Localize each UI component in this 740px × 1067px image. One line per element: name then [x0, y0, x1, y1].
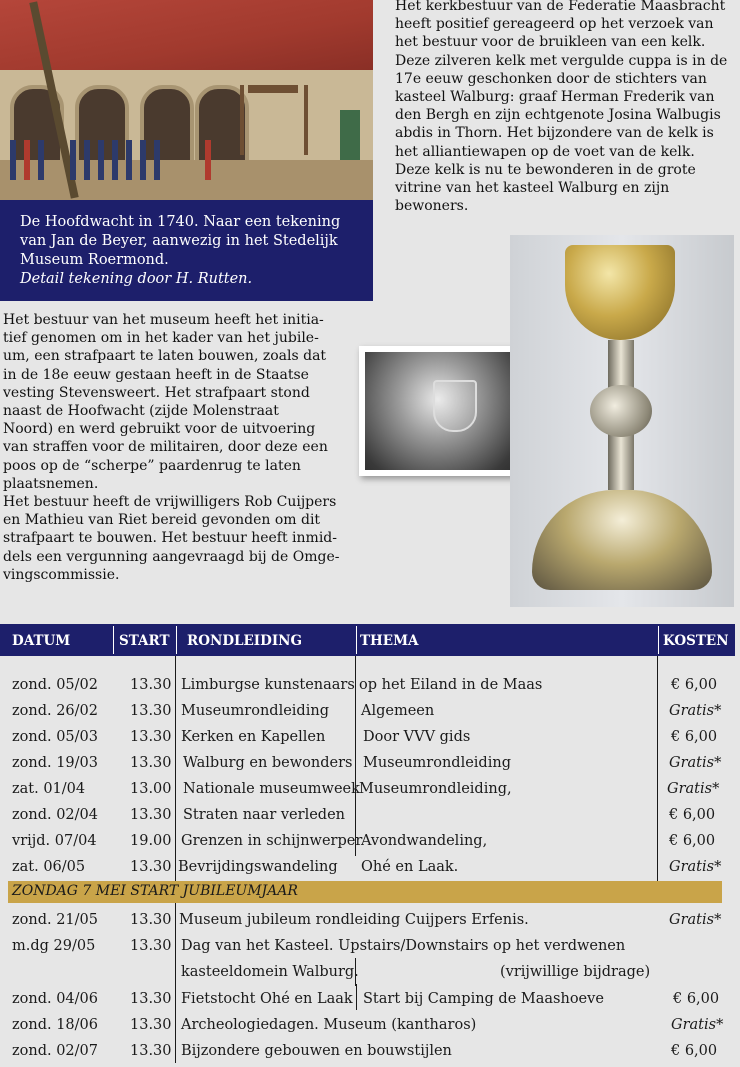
chalice-photo: [510, 235, 734, 607]
cell-kosten: Gratis*: [669, 912, 722, 928]
text-line: en Mathieu van Riet bereid gevonden om dit: [3, 512, 321, 529]
cell-start: 13.30: [130, 807, 172, 823]
painting-soldier: [112, 140, 118, 180]
text-line: Het bestuur van het museum heeft het initia-: [3, 312, 324, 328]
cell-rondleiding: Kerken en Kapellen: [181, 729, 326, 745]
chalice-knob: [590, 385, 652, 437]
painting-soldier: [205, 140, 211, 180]
text-line: Het bestuur heeft de vrijwilligers Rob Cuijpers: [3, 494, 337, 511]
text-line: 17e eeuw geschonken door de stichters van: [395, 70, 707, 87]
chalice-paragraph: [395, 0, 740, 215]
cell-thema: Avondwandeling,: [361, 833, 488, 849]
caption-line: van Jan de Beyer, aanwezig in het Stedelijk: [20, 233, 338, 249]
cell-datum: zond. 04/06: [12, 991, 98, 1007]
cell-start: 13.30: [130, 1017, 172, 1033]
cell-kosten: € 6,00: [671, 1043, 718, 1059]
text-line: Deze kelk is nu te bewonderen in de grote: [395, 161, 696, 178]
caption-line: De Hoofdwacht in 1740. Naar een tekening: [20, 214, 341, 230]
text-line: den Bergh en zijn echtgenote Josina Walbugis: [395, 107, 721, 124]
cell-rondleiding: Dag van het Kasteel. Upstairs/Downstairs op het verdwenen: [181, 938, 626, 954]
text-line: vesting Stevensweert. Het strafpaart stond: [3, 384, 310, 401]
painting-wooden-horse: [240, 85, 308, 155]
cell-datum: zat. 06/05: [12, 859, 86, 875]
header-divider: [658, 626, 659, 654]
painting-soldier: [84, 140, 90, 180]
cell-kosten: € 6,00: [671, 677, 718, 693]
cell-start: 13.30: [130, 859, 172, 875]
text-line: um, een strafpaart te laten bouwen, zoals dat: [3, 348, 327, 365]
chalice-cup: [565, 245, 675, 340]
cell-start: 13.30: [130, 703, 172, 719]
cell-kosten: € 6,00: [669, 833, 716, 849]
cell-datum: zond. 02/07: [12, 1043, 98, 1059]
cell-datum: m.dg 29/05: [12, 938, 96, 954]
text-line: heeft positief gereageerd op het verzoek van: [395, 16, 714, 33]
painting-soldier: [98, 140, 104, 180]
painting-soldier: [70, 140, 76, 180]
header-divider: [356, 626, 357, 654]
cell-thema: op het Eiland in de Maas: [359, 677, 543, 693]
painting-arch: [140, 85, 194, 168]
painting-roof: [0, 0, 373, 70]
cell-thema: Door VVV gids: [363, 729, 471, 745]
chalice-base: [532, 490, 712, 590]
cell-rondleiding: Museumrondleiding: [181, 703, 329, 719]
caption-credit: Detail tekening door H. Rutten.: [20, 271, 253, 287]
cell-thema: Algemeen: [361, 703, 435, 719]
cell-rondleiding: Fietstocht Ohé en Laak: [181, 991, 353, 1007]
header-kosten: KOSTEN: [663, 633, 729, 649]
caption-line: Museum Roermond.: [20, 252, 169, 268]
cell-datum: zond. 21/05: [12, 912, 98, 928]
cell-thema: Ohé en Laak.: [361, 859, 459, 875]
cell-start: 13.30: [130, 938, 172, 954]
cell-rondleiding: Bevrijdingswandeling: [178, 859, 338, 875]
table-row: [0, 725, 735, 751]
table-row: [0, 934, 735, 960]
cell-start: 13.30: [130, 1043, 172, 1059]
table-row: [0, 908, 735, 934]
text-line: plaatsnemen.: [3, 475, 99, 492]
header-divider: [176, 626, 177, 654]
cell-rondleiding: Walburg en bewonders: [183, 755, 353, 771]
header-thema: THEMA: [360, 633, 419, 649]
cell-thema: Museumrondleiding: [363, 755, 511, 771]
painting-caption: [0, 200, 373, 301]
text-line: bewoners.: [395, 198, 469, 215]
painting-soldier: [126, 140, 132, 180]
text-line: kasteel Walburg: graaf Herman Frederik van: [395, 89, 715, 106]
cell-kosten: € 6,00: [669, 807, 716, 823]
cell-rondleiding: Bijzondere gebouwen en bouwstijlen: [181, 1043, 452, 1059]
text-line: dels een vergunning aangevraagd bij de Omge-: [3, 548, 340, 565]
painting-soldier: [38, 140, 44, 180]
cell-datum: zond. 02/04: [12, 807, 98, 823]
text-line: in de 18e eeuw gestaan heeft in de Staatse: [3, 366, 309, 383]
text-line: poos op de “scherpe” paardenrug te laten: [3, 457, 301, 474]
table-row: [0, 1039, 735, 1065]
painting-soldier: [10, 140, 16, 180]
cell-start: 13.30: [130, 755, 172, 771]
cell-start: 13.30: [130, 991, 172, 1007]
text-line: het alliantiewapen op de voet van de kelk.: [395, 143, 695, 160]
table-row: [0, 829, 735, 855]
header-rondleiding: RONDLEIDING: [187, 633, 303, 649]
cell-rondleiding: Archeologiedagen. Museum (kantharos): [181, 1017, 477, 1033]
cell-datum: zond. 26/02: [12, 703, 98, 719]
cell-kosten: Gratis*: [669, 703, 722, 719]
hoofdwacht-painting: [0, 0, 373, 200]
header-datum: DATUM: [12, 633, 71, 649]
text-line: vitrine van het kasteel Walburg en zijn: [395, 180, 670, 197]
painting-ground: [0, 160, 373, 200]
cell-rondleiding: kasteeldomein Walburg.: [181, 964, 359, 980]
text-line: abdis in Thorn. Het bijzondere van de kelk is: [395, 125, 714, 142]
cell-kosten: € 6,00: [673, 991, 720, 1007]
text-line: tief genomen om in het kader van het jubile-: [3, 330, 319, 347]
cell-kosten: Gratis*: [669, 755, 722, 771]
table-row: [0, 1013, 735, 1039]
text-line: Noord) en werd gebruikt voor de uitvoering: [3, 421, 316, 438]
table-row: [0, 777, 735, 803]
table-row: [0, 803, 735, 829]
text-line: strafpaart te bouwen. Het bestuur heeft inmid-: [3, 530, 337, 547]
cell-datum: zond. 05/03: [12, 729, 98, 745]
cell-start: 13.00: [130, 781, 172, 797]
cell-rondleiding: Grenzen in schijnwerper: [181, 833, 363, 849]
table-header: [0, 624, 735, 656]
cell-thema: Museumrondleiding,: [359, 781, 512, 797]
cell-start: 19.00: [130, 833, 172, 849]
cell-rondleiding: Nationale museumweek: [183, 781, 360, 797]
table-row: [0, 673, 735, 699]
cell-thema: (vrijwillige bijdrage): [500, 964, 651, 980]
cell-datum: vrijd. 07/04: [12, 833, 97, 849]
text-line: van straffen voor de militairen, door deze een: [3, 439, 328, 456]
text-line: vingscommissie.: [3, 566, 120, 583]
table-row: [0, 751, 735, 777]
shield-icon: [433, 380, 477, 432]
header-divider: [113, 626, 114, 654]
cell-datum: zat. 01/04: [12, 781, 86, 797]
cell-rondleiding: Limburgse kunstenaars: [181, 677, 355, 693]
cell-kosten: € 6,00: [671, 729, 718, 745]
cell-datum: zond. 19/03: [12, 755, 98, 771]
table-row: [0, 855, 735, 881]
text-line: naast de Hoofwacht (zijde Molenstraat: [3, 403, 279, 420]
table-row: [0, 699, 735, 725]
table-row: [0, 987, 735, 1013]
text-line: Het kerkbestuur van de Federatie Maasbracht: [395, 0, 726, 14]
cell-rondleiding: Museum jubileum rondleiding Cuijpers Erfenis.: [179, 912, 529, 928]
cell-start: 13.30: [130, 677, 172, 693]
jubilee-banner: [8, 881, 722, 903]
text-line: Deze zilveren kelk met vergulde cuppa is in de: [395, 52, 728, 69]
text-line: het bestuur voor de bruikleen van een kelk.: [395, 34, 706, 51]
cell-datum: zond. 18/06: [12, 1017, 98, 1033]
cell-kosten: Gratis*: [671, 1017, 724, 1033]
table-row: [0, 960, 735, 986]
painting-soldier: [154, 140, 160, 180]
banner-text: ZONDAG 7 MEI START JUBILEUMJAAR: [12, 883, 298, 899]
cell-datum: zond. 05/02: [12, 677, 98, 693]
cell-start: 13.30: [130, 912, 172, 928]
cell-rondleiding: Straten naar verleden: [183, 807, 345, 823]
strafpaart-paragraph: [3, 311, 355, 584]
cell-thema: Start bij Camping de Maashoeve: [363, 991, 604, 1007]
header-start: START: [119, 633, 170, 649]
cell-kosten: Gratis*: [669, 859, 722, 875]
cell-kosten: Gratis*: [667, 781, 720, 797]
painting-soldier: [24, 140, 30, 180]
cell-start: 13.30: [130, 729, 172, 745]
painting-door: [340, 110, 360, 160]
painting-soldier: [140, 140, 146, 180]
